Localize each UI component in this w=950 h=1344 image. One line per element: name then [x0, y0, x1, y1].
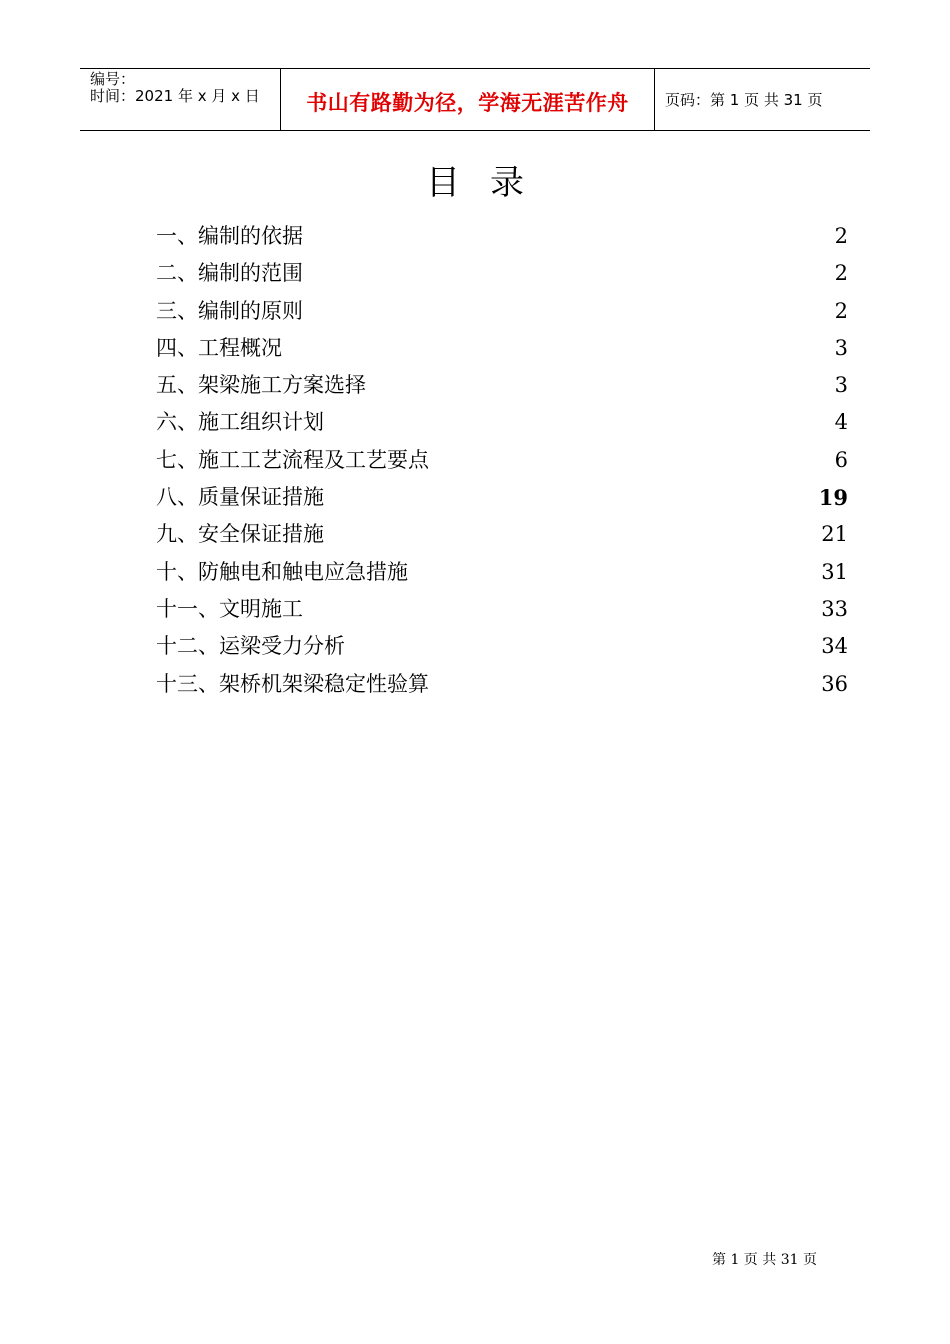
- toc-entry-label: 三、编制的原则: [156, 298, 303, 323]
- toc-entry[interactable]: [156, 479, 848, 516]
- toc-entry-page: 2: [834, 298, 848, 323]
- toc-entry[interactable]: [156, 330, 848, 367]
- toc-entry[interactable]: [156, 554, 848, 591]
- toc-entry-label: 十三、架桥机架梁稳定性验算: [156, 671, 429, 696]
- toc-entry-label: 四、工程概况: [156, 335, 282, 360]
- toc-entry-page: 21: [821, 522, 848, 547]
- document-number-label: 编号：: [90, 70, 136, 88]
- toc-entry[interactable]: [156, 516, 848, 553]
- toc-entry[interactable]: [156, 442, 848, 479]
- toc-entry-page: 34: [821, 634, 848, 659]
- header-motto: 书山有路勤为径，学海无涯苦作舟: [306, 91, 629, 115]
- toc-entry-label: 十二、运梁受力分析: [156, 634, 345, 659]
- toc-entry[interactable]: [156, 293, 848, 330]
- toc-entry-page: 2: [834, 261, 848, 286]
- toc-entry-page: 31: [821, 559, 848, 584]
- toc-entry-page: 36: [821, 671, 848, 696]
- page-header: [80, 68, 870, 131]
- toc-entry-page: 6: [834, 447, 848, 472]
- header-page-info: 页码：第 1 页 共 31 页: [665, 91, 823, 109]
- header-motto-cell: [281, 69, 655, 130]
- page-footer: 第 1 页 共 31 页: [712, 1252, 817, 1268]
- toc-entry[interactable]: [156, 218, 848, 255]
- document-date-label: 时间：2021 年 x 月 x 日: [90, 87, 260, 105]
- toc-entry-label: 八、质量保证措施: [156, 485, 324, 510]
- toc-entry-label: 九、安全保证措施: [156, 522, 324, 547]
- toc-entry[interactable]: [156, 591, 848, 628]
- toc-entry-label: 七、施工工艺流程及工艺要点: [156, 447, 429, 472]
- toc-entry-page: 2: [834, 224, 848, 248]
- toc-entry-page: 19: [818, 485, 848, 511]
- toc-entry-page: 3: [834, 373, 848, 398]
- toc-entry[interactable]: [156, 404, 848, 441]
- toc-entry[interactable]: [156, 628, 848, 665]
- toc-entry[interactable]: [156, 666, 848, 703]
- toc-entry-label: 六、施工组织计划: [156, 410, 324, 435]
- toc-title: 目录: [426, 163, 554, 203]
- toc-entry-label: 二、编制的范围: [156, 261, 303, 286]
- toc-entry[interactable]: [156, 367, 848, 404]
- toc-entry-label: 十一、文明施工: [156, 596, 303, 621]
- toc-entry-label: 五、架梁施工方案选择: [156, 373, 366, 398]
- table-of-contents: [156, 218, 848, 703]
- toc-entry-page: 33: [821, 596, 848, 621]
- toc-entry-label: 十、防触电和触电应急措施: [156, 559, 408, 584]
- toc-entry-page: 3: [834, 335, 848, 360]
- toc-entry[interactable]: [156, 255, 848, 292]
- toc-entry-page: 4: [834, 410, 848, 435]
- toc-entry-label: 一、编制的依据: [156, 224, 303, 248]
- header-page-cell: [655, 69, 870, 130]
- header-info-cell: [80, 69, 281, 130]
